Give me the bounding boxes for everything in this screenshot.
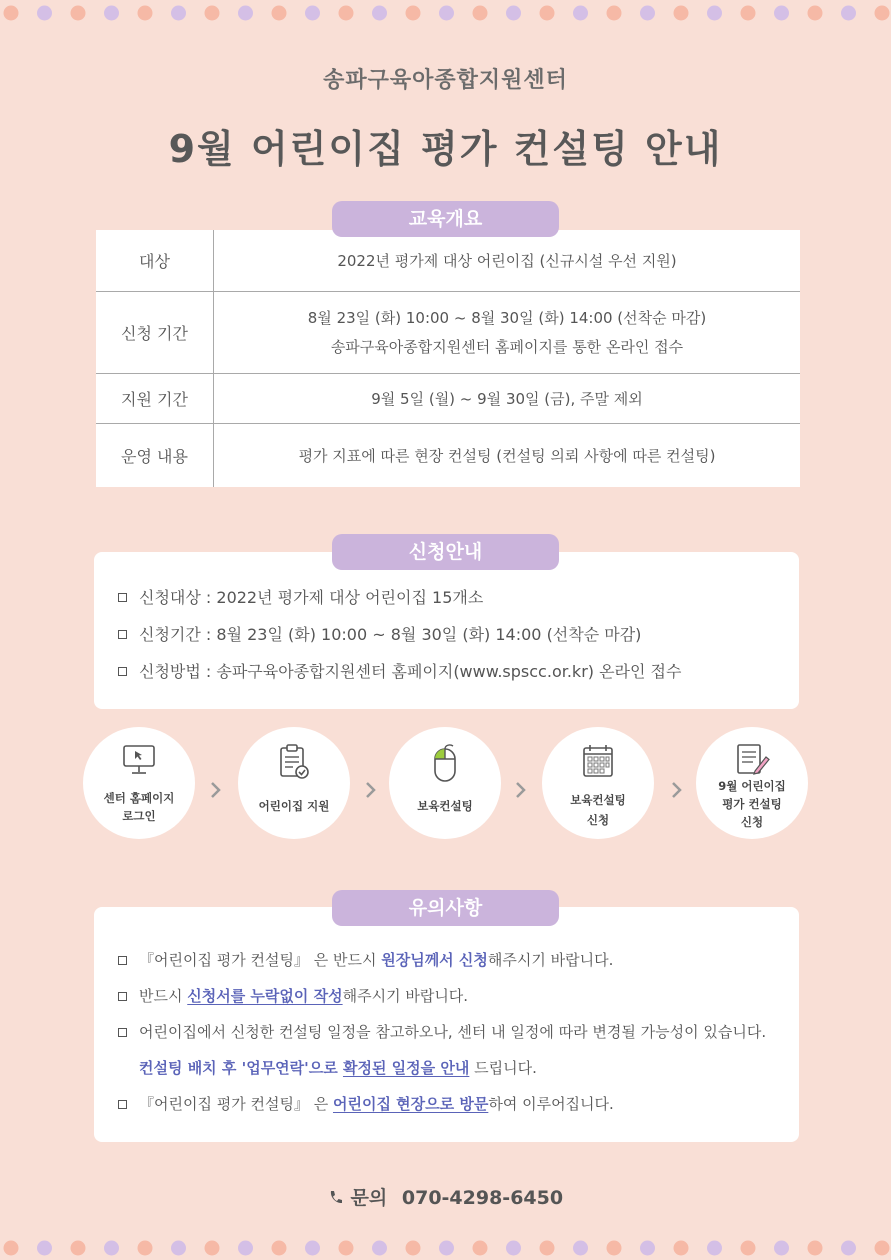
row-label: 지원 기간: [96, 373, 214, 423]
step-label: 로그인: [122, 809, 156, 823]
border-dot: [640, 1241, 655, 1256]
border-dot: [774, 1241, 789, 1256]
list-item: 신청대상 : 2022년 평가제 대상 어린이집 15개소: [94, 579, 799, 616]
row-label: 운영 내용: [96, 423, 214, 487]
square-bullet-icon: [118, 593, 127, 602]
row-value: 평가 지표에 따른 현장 컨설팅 (컨설팅 의뢰 사항에 따른 컨설팅): [298, 446, 716, 465]
contact-line: [0, 1183, 891, 1210]
step-label: 9월 어린이집: [718, 779, 786, 793]
border-dot: [741, 1241, 756, 1256]
border-dot: [205, 6, 220, 21]
application-card: [94, 552, 799, 709]
step-label: 어린이집 지원: [258, 799, 330, 813]
overview-pill: 교육개요: [332, 201, 559, 237]
contact-number: 070-4298-6450: [401, 1187, 564, 1209]
border-dot: [4, 6, 19, 21]
chevron-right-icon: [670, 780, 684, 800]
square-bullet-icon: [118, 1028, 127, 1037]
page-title: 9월 어린이집 평가 컨설팅 안내: [168, 127, 723, 171]
application-pill: 신청안내: [332, 534, 559, 570]
border-dot: [707, 1241, 722, 1256]
row-value: 2022년 평가제 대상 어린이집 (신규시설 우선 지원): [214, 230, 801, 291]
row-value-line2: 송파구육아종합지원센터 홈페이지를 통한 온라인 접수: [330, 338, 684, 356]
border-dot: [205, 1241, 220, 1256]
table-row: [96, 230, 800, 291]
notes-pill: 유의사항: [332, 890, 559, 926]
step-label: 신청: [740, 815, 764, 829]
bottom-dot-border: [0, 1238, 891, 1258]
border-dot: [104, 6, 119, 21]
border-dot: [573, 6, 588, 21]
row-value: 9월 5일 (월) ~ 9월 30일 (금), 주말 제외: [214, 373, 801, 423]
border-dot: [774, 6, 789, 21]
border-dot: [372, 6, 387, 21]
row-value: [214, 291, 801, 373]
border-dot: [506, 1241, 521, 1256]
border-dot: [37, 6, 52, 21]
border-dot: [540, 1241, 555, 1256]
step-consulting: [389, 727, 501, 839]
border-dot: [238, 6, 253, 21]
border-dot: [506, 6, 521, 21]
org-name: 송파구육아종합지원센터: [323, 68, 568, 93]
border-dot: [841, 6, 856, 21]
border-dot: [104, 1241, 119, 1256]
square-bullet-icon: [118, 1100, 127, 1109]
contact-label: 문의: [350, 1187, 388, 1209]
step-daycare-support: [238, 727, 350, 839]
border-dot: [305, 6, 320, 21]
chevron-right-icon: [514, 780, 528, 800]
border-dot: [707, 6, 722, 21]
border-dot: [808, 1241, 823, 1256]
step-label: 보육컨설팅: [417, 799, 473, 813]
border-dot: [674, 6, 689, 21]
border-dot: [339, 1241, 354, 1256]
step-label: 보육컨설팅: [570, 793, 626, 807]
border-dot: [238, 1241, 253, 1256]
border-dot: [573, 1241, 588, 1256]
table-row: [96, 423, 800, 487]
border-dot: [741, 6, 756, 21]
border-dot: [875, 1241, 890, 1256]
border-dot: [339, 6, 354, 21]
table-row: [96, 291, 800, 373]
border-dot: [406, 1241, 421, 1256]
border-dot: [71, 1241, 86, 1256]
document-pen-icon: [735, 743, 771, 777]
square-bullet-icon: [118, 630, 127, 639]
step-consulting-apply: [542, 727, 654, 839]
border-dot: [674, 1241, 689, 1256]
square-bullet-icon: [118, 956, 127, 965]
border-dot: [439, 6, 454, 21]
border-dot: [171, 1241, 186, 1256]
table-row: [96, 373, 800, 423]
border-dot: [841, 1241, 856, 1256]
border-dot: [305, 1241, 320, 1256]
border-dot: [875, 6, 890, 21]
row-value-line1: 8월 23일 (화) 10:00 ~ 8월 30일 (화) 14:00 (선착순 마감): [307, 309, 707, 327]
mouse-icon: [428, 743, 462, 783]
border-dot: [808, 6, 823, 21]
border-dot: [138, 1241, 153, 1256]
square-bullet-icon: [118, 992, 127, 1001]
border-dot: [540, 6, 555, 21]
border-dot: [439, 1241, 454, 1256]
list-item: 『어린이집 평가 컨설팅』 은 반드시 원장님께서 신청해주시기 바랍니다.: [94, 942, 799, 978]
border-dot: [372, 1241, 387, 1256]
step-eval-consulting-apply: [696, 727, 808, 839]
border-dot: [406, 6, 421, 21]
border-dot: [171, 6, 186, 21]
border-dot: [4, 1241, 19, 1256]
border-dot: [272, 6, 287, 21]
notes-card: [94, 907, 799, 1142]
square-bullet-icon: [118, 667, 127, 676]
top-dot-border: [0, 3, 891, 23]
chevron-right-icon: [364, 780, 378, 800]
border-dot: [71, 6, 86, 21]
list-item: 반드시 신청서를 누락없이 작성해주시기 바랍니다.: [94, 978, 799, 1014]
list-item: 신청기간 : 8월 23일 (화) 10:00 ~ 8월 30일 (화) 14:00 (선착순 마감): [94, 616, 799, 653]
border-dot: [37, 1241, 52, 1256]
border-dot: [607, 6, 622, 21]
list-item: 어린이집에서 신청한 컨설팅 일정을 참고하오나, 센터 내 일정에 따라 변경될 가능성이 있습니다. 컨설팅 배치 후 '업무연락'으로 확정된 일정을 안내 드립니다.: [94, 1014, 799, 1086]
step-label: 신청: [586, 813, 610, 827]
border-dot: [138, 6, 153, 21]
monitor-icon: [122, 743, 156, 777]
border-dot: [473, 6, 488, 21]
row-label: 신청 기간: [96, 291, 214, 373]
border-dot: [473, 1241, 488, 1256]
step-label: 센터 홈페이지: [103, 791, 175, 805]
border-dot: [272, 1241, 287, 1256]
list-item: 신청방법 : 송파구육아종합지원센터 홈페이지(www.spscc.or.kr) 온라인 접수: [94, 653, 799, 690]
calendar-icon: [581, 743, 615, 779]
clipboard-check-icon: [277, 743, 311, 781]
step-label: 평가 컨설팅: [722, 797, 782, 811]
phone-icon: [328, 1189, 344, 1205]
overview-table: [96, 230, 800, 487]
border-dot: [640, 6, 655, 21]
chevron-right-icon: [209, 780, 223, 800]
step-login: [83, 727, 195, 839]
list-item: 『어린이집 평가 컨설팅』 은 어린이집 현장으로 방문하여 이루어집니다.: [94, 1086, 799, 1122]
row-label: 대상: [96, 230, 214, 291]
border-dot: [607, 1241, 622, 1256]
